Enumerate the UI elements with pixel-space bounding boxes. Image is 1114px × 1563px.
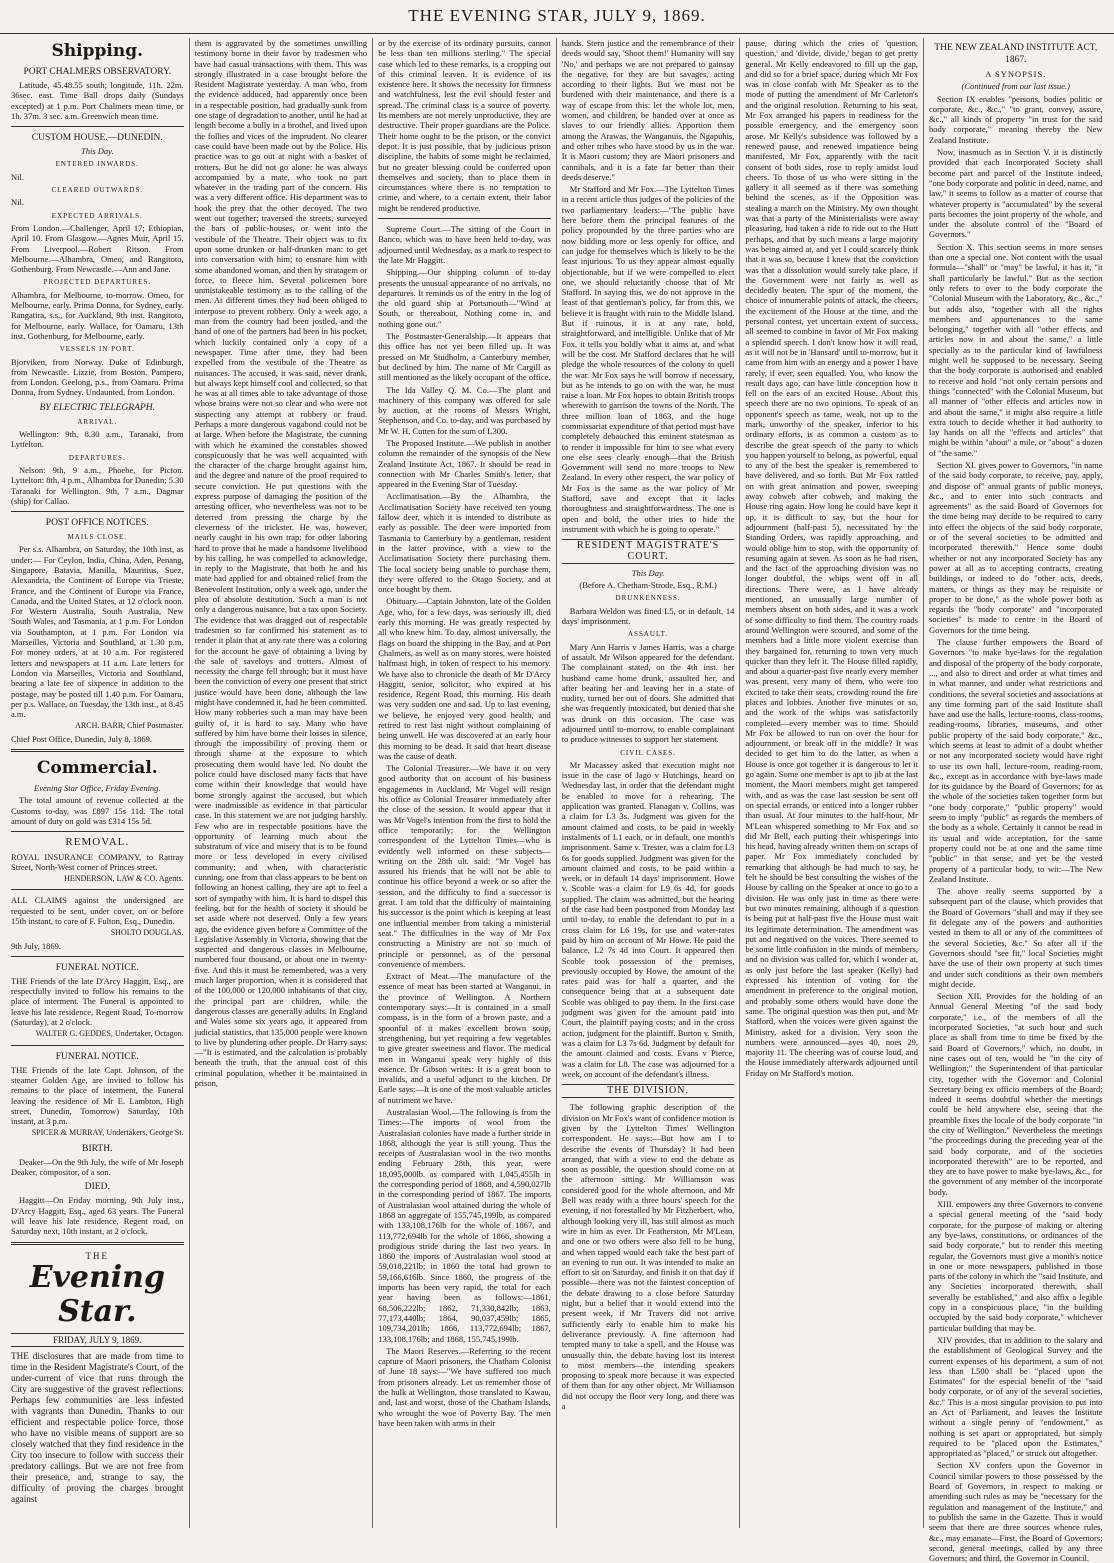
- news-supreme-court: Supreme Court.—The sitting of the Court in Banco, which was to have been held to-day, was adjourned until Wednesday, as a mark to respect to the late Mr Haggitt.: [378, 224, 551, 265]
- assault-text: Mary Ann Harris v James Harris, was a charge of assault. Mr Wilson appeared for the defendant. The complainant stated, on the 4th inst. her husband came home drunk, assaulted her, and after beating her and leaving her in a state of nudity, turned her out of doors. She admitted that she was frequently intoxicated, but denied that she was drunk on this occasion. The case was adjourned until to-morrow, to enable complainant to produce witnesses to support her statement.: [561, 641, 735, 745]
- synopsis-heading: A SYNOPSIS.: [985, 69, 1047, 79]
- news-stafford-fox: Mr Stafford and Mr Fox.—The Lyttelton Times in a recent article thus judges of the policies of the two parliamentary leaders:—"The public have here before them the principal features of the policy propounded by the three parties who are now bidding more or less openly for office, and can judge for themselves which is likely to be the least injurious. To us they appear almost equally objectionable, but if we were compelled to elect one, we should reluctantly choose that of Mr Stafford. In saying this, we do not approve in the least of that gentleman's policy, far from this, we believe it is fraught with ruin to the Middle Island. But if ruinous, it is at any rate, bold, straightforward, and intelligible. Unlike that of Mr Fox, it tells you boldly what it aims at, and what will be the cost. Mr Stafford declares that he will pledge the whole resources of the colony to quell the war. Mr Fox says he will borrow if necessary, but as he intends to go on with the war, he must raise a loan. Mr Fox hopes to obtain British troops wherewith to garrison the towns of the North. The three million loan of 1863, and the huge commissariat expenditure of that period must have completely debauched this eminent statesman as to render it impossible for him to see what every one else sees clearly enough—that the British Government will send no more troops to New Zealand. In every other respect, the war policy of Mr Fox is the same as the war policy of Mr Stafford, save and except that it lacks thoroughness and straightforwardness. The one is open and bold, the other tries to hide the instrument with which he is going to operate.": [561, 184, 735, 534]
- section-ix: Section IX enables "persons, bodies politic or corporate, &c., &c.," "to grant, convey, assure, &c.," all kinds of property "in trust for the said body corporate," meaning thereby the New Zealand Institute.: [928, 93, 1103, 145]
- section-xii: Section XII. Provides for the holding of an Annual General Meeting "of the said body corporate," i.e., of the members of all the incorporated Societies, "at such hour and such place as shall from time to time be fixed by the said Board of Governors," which, no doubt, in nine cases out of ten, would be "in the city of Wellington;" the Superintendent of that particular city, together with the Governor and Colonial Secretary being ex officio members of the Board; indeed it seems doubtful whether the meetings could be held anywhere else, seeing that the preamble fixes the locale of the body corporate "in the city of Wellington." Nevertheless the meetings "the proceedings during the preceding year of the said body corporate, and of the societies incorporated therewith" are to be reported, and they are to have power to make bye-laws, &c., for the government of any member of the incorporate body.: [928, 991, 1103, 1197]
- commercial-sub: Evening Star Office, Friday Evening.: [34, 783, 161, 794]
- section-ix-comment: Now, inasmuch as in Section V. it is distinctly provided that each Incorporated Society shall become part and parcel of the Institute indeed, "one body corporate and politic in deed, name, and law," it seems to follow as a matter of course that whatever property is "accumulated" by the several parts becomes the joint property of the whole, and under the absolute control of the "Board of Governors.": [928, 147, 1103, 240]
- title-the: THE: [85, 1250, 110, 1261]
- divider: [11, 1045, 184, 1046]
- divider: [11, 749, 184, 752]
- drunkenness-heading: DRUNKENNESS.: [615, 594, 681, 603]
- divider: [11, 126, 184, 127]
- section-xi-clause: The clause further empowers the Board of Governors "to make bye-laws for the regulation and disposal of the property of the body corporate, ..., and also to direct and order at what times and in what manner, and under what restrictions and conditions, the several societies and associations at any time forming part of the said Institute shall have and use the halls, lecture-rooms, class-rooms, reading-rooms, libraries, museums, and other public property of the said body corporate," &c., which seems at least to admit of a doubt whether or not any incorporated society would have right to use its own hall, lecture-room, reading-room, &c., except as in accordance with bye-laws made for its guidance by the Board of Governors; for as the whole of the societies taken together form but "one body corporate," "public property" would seem to imply "public" as regards the members of the body as a whole. Certainly it cannot be read in its usual and wide acceptation, for the same property could not be at one and the same time "public" in that sense, and yet be the vested property of a particular body, to wit:—The New Zealand Institute.: [928, 637, 1103, 884]
- birth-text: Deaker—On the 9th July, the wife of Mr Joseph Deaker, compositor, of a son.: [11, 1156, 184, 1178]
- post-sign: ARCH. BARR, Chief Postmaster.: [75, 721, 184, 731]
- departures-text: Nelson: 9th, 9 a.m., Phoebe, for Picton. Lyttelton: 8th, 4 p.m., Alhambra for Dunedin; 5.30 Taranaki for Wellington. 9th, 7 a.m., Dagmar (ship) for Callao.: [11, 464, 184, 506]
- died-text: Haggitt—On Friday morning, 9th July inst., D'Arcy Haggitt, Esq., aged 63 years. The Funeral will leave his late residence, Regent road, on Saturday next, 10th instant, at 2 o'clock.: [11, 1195, 184, 1237]
- news-extract-meat: Extract of Meat.—The manufacture of the essence of meat has been started at Wanganui, in the province of Wellington. A Northern contemporary says:—It is contained in a small compass, is in the form of a brown paste, and a spoonful of it makes excellent brown soup, strengthening, but yet requiring a few vegetables to give greater sweetness and flavor. The medical men in Wanganui speak very highly of this essence. Dr Gibson writes: It is a great boon to invalids, and a useful adjunct to the kitchen. Dr Earle says:—It is one of the most valuable articles of nutriment we have.: [378, 971, 551, 1105]
- leader: [11, 1351, 184, 1505]
- removal-heading: REMOVAL.: [65, 836, 130, 849]
- royal-text: ROYAL INSURANCE COMPANY, to Rattray Street, North-West corner of Princes street.: [11, 851, 184, 872]
- masthead-title: THE EVENING STAR, JULY 9, 1869.: [408, 6, 706, 25]
- news-maori-reserves: The Maori Reserves.—Referring to the recent capture of Maori prisoners, the Chatham Colonist of June 18 says:—"We have suffered too much from prisoners already. Let us remember those of the hulk at Wellington, those translated to Kawau, and, last and worst, those of the Chatham Islands, who wrought the woe of Poverty Bay. The men have been taken with arms in their: [378, 1345, 551, 1428]
- customs-sub: This Day.: [81, 146, 114, 157]
- division-heading: THE DIVISION.: [562, 1084, 735, 1098]
- funeral1-heading: FUNERAL NOTICE.: [55, 962, 139, 973]
- divider: [11, 511, 184, 512]
- section-xiv: XIV provides, that in addition to the salary and the establishment of Geological Survey and the current expenses of his department, a sum of not less than L500 shall be "placed upon the Estimates" for the especial benefit of the "said body corporate, or of any of the several societies, &c." This is a most singular provision to put into an Act of Parliament, and leaves the Institute without a single penny of "endowment," as nothing is set apart or appropriated, but simply required to be "placed upon the Estimates," appropriated as "placed," or struck out altogether.: [928, 1334, 1103, 1459]
- expected-text: From London.—Challenger, April 17; Ethiopian, April 10. From Glasgow.—Agnes Muir, April 15. From Liverpool.—Robert Ritson. From Melbourne.—Alhambra, Omeo, and Rangitoto, Gothenburg. From Newcastle.—Ann and Jane.: [11, 222, 184, 275]
- vessels-heading: VESSELS IN PORT.: [59, 345, 135, 354]
- section-xv: Section XV confers upon the Governor in Council similar powers to those possessed by the Board of Governors, in respect to making or amending such rules as may be "necessary for the regulation and management of the Institute," and to publish the same in the Gazette. Thus it would seem that there are three sources whence rules, &c., may emanate—First, the Board of Governors; second, general meetings, called by any three Governors; and third, the Governor in Council.: [928, 1460, 1103, 1563]
- institute-heading: THE NEW ZEALAND INSTITUTE ACT, 1867.: [934, 43, 1098, 65]
- claims-sign: SHOLTO DOUGLAS.: [110, 928, 184, 938]
- paper-title: [11, 1251, 184, 1329]
- vessels-text: Bjorviken, from Norway. Duke of Edinburgh, from Newcastle. Lizzie, from Boston. Pampero, from London. Geelong, p.s., from Oamaru. Prima Donna, from Sydney. Undaunted, from London.: [11, 356, 184, 398]
- customs-heading: CUSTOM HOUSE.—DUNEDIN.: [31, 133, 163, 144]
- funeral1-sign: WALTER G. GEDDES, Undertaker, Octagon.: [35, 1029, 184, 1039]
- rmc-sub: This Day.: [631, 567, 665, 578]
- section-xiii: XIII. empowers any three Governors to convene a special general meeting of the "said body corporate, for the purpose of making or altering any bye-laws, constitutions, or ordinances of the said body corporate," but to render this meeting regular, the Governors must give a month's notice in one or more newspapers, published in those parts of the colony in which the "said Institute, and any Societies incorporated therewith, shall severally be established," and also affix a legible copy in a conspicuous place, "in the building occupied by the said body corporate," whichever particular building that may be.: [928, 1199, 1103, 1333]
- claims-date: 9th July, 1869.: [11, 940, 61, 951]
- rmc-before: (Before A. Chetham-Strode, Esq., R.M.): [579, 580, 717, 591]
- column-4: [557, 38, 741, 1528]
- divider: [11, 831, 184, 832]
- funeral2-text: THE Friends of the late Capt. Johnson, of the steamer Golden Age, are invited to follow his remains to the place of interment, the Funeral leaving the residence of Mr E. Lambton, High street, Dunedin, Tomorrow) Saturday, 10th instant, at 3 p.m.: [11, 1064, 184, 1127]
- projected-text: Alhambra, for Melbourne, to-morrow. Omeo, for Melbourne, early. Prima Donna, for Sydney, early. Rangatira, s.s., for Auckland, 9th inst. Rangitoto, for Melbourne, early. Wallace, for Oamaru, 13th inst. Gothenburg, for Melbourne, early.: [11, 289, 184, 341]
- column-2: [190, 38, 374, 1528]
- column-1: [6, 38, 190, 1528]
- funeral1-text: THE Friends of the late D'Arcy Haggitt, Esq., are respectfully invited to follow his remains to the place of interment. The Funeral is appointed to leave his late residence, Regent Road, To-morrow (Saturday), at 2 o'clock.: [11, 975, 184, 1028]
- died-heading: DIED.: [84, 1182, 110, 1193]
- expected-heading: EXPECTED ARRIVALS.: [51, 211, 143, 220]
- news-wool: Australasian Wool.—The following is from the Times:—The imports of wool from the Australasian colonies have made a further stride in 1868, although the year is still young. Thus the receipts of Australasian wool in the two months ending February 28th, this year, were 18,095,000lb. as compared with 1,045,455lb in the corresponding period of 1868, and 4,590,027lb in the corresponding period of 1867. The imports of Australasian wool attained during the whole of 1868 an aggregate of 155,745,199lb, as compared with 133,108,176lb for the whole of 1867, and 113,772,694lb for the whole of 1866, showing a prodigious stride during the last two years. In 1860 the imports of Australasian wool stood at 59,018,221lb; in 1860 the total had grown to 59,166,616lb. Since 1860, the progress of the imports has been very rapid, the total for each year having been as follows:—1861, 68,506,222lb; 1862, 71,330,842lb; 1863, 77,173,440lb; 1864, 90,037,459lb; 1865, 109,734,201lb; 1866, 113,772,694lb; 1867, 133,108,176lb; and 1868, 155,745,199lb.: [378, 1106, 551, 1344]
- continued-note: (Continued from our last issue.): [961, 81, 1071, 92]
- news-postmaster: The Postmaster-Generalship.—It appears that this office has not yet been filled up. It was pressed on Mr Studholm, a Canterbury member, but declined by him. The name of Mr Cargill as still mentioned as the likely occupant of the office.: [378, 331, 551, 383]
- leader-text: THE disclosures that are made from time to time in the Resident Magistrate's Court, of the under-current of vice that runs through the City are suggestive of the gravest reflections. Perhaps few communities are less infested with vagrants than Dunedin. Thanks to our efficient and respectable police force, those who have no visible means of support are so closely watched that they find residence in the City too insecure to follow with success their predatory callings. But we are not free from their presence, and, strange to say, the difficulty of proving the charges brought against: [11, 1351, 184, 1505]
- cleared-nil: Nil.: [11, 197, 24, 208]
- column-5: [740, 38, 924, 1528]
- post-office: Chief Post Office, Dunedin, July 8, 1869.: [11, 733, 153, 744]
- section-x: Section X. This section seems in more senses than one a special one. Not content with the usual formula—"shall" or "may" be lawful, it has it, "it shall particularly be lawful." But as the section only refers to over to the body corporate the "Colonial Museum with the Laboratory, &c., &c.," but adds also, "together with all the rights members and appurtenances to the same belonging," together with all "other effects and articles now in and about the same," a little specially as to the particular kind of lawfulness might well be supposed to be necessary. Seeing that the body corporate is authorised and enabled to receive and hold "not only certain persons and things "connected" with the Colonial Museum, but all manner of "other effects and articles now in and about the same," it might also require a little extra touch to decide whether it had authority to lay hands on all the "effects and articles" that might be within "about" a mile, or "about" a dozen of "the same.": [928, 241, 1103, 458]
- departures-heading: DEPARTURES.: [68, 453, 126, 462]
- civil-heading: CIVIL CASES.: [620, 748, 676, 757]
- leader-end: or by the exercise of its ordinary pursuits, cannot be less than ten millions sterling." The special case which led to these remarks, is a cropping out of this criminal leaven. It is evidence of its existence here. It shows the necessity for firmness and watchfulness, lest the evil should fester and spread. The criminal class is a source of poverty. Its members are not merely unproductive, they are destructive. Their proper guardians are the Police. Their home ought to be the prison, or the convict depot. It is just possible, that by judicious prison discipline, the habits of some might be reclaimed, but no greater blessing could be conferred upon themselves and society, than to place them in circumstances where there is no temptation to crime, and where, to a certain extent, their labor might be rendered productive.: [378, 38, 551, 213]
- civil-text: Mr Macassey asked that execution might not issue in the case of Jago v Hutchings, heard on Wednesday last, in order that the defendant might be enabled to move for a rehearing. The application was granted. Flanagan v. Collins, was a claim for L3 3s. Judgment was given for the amount claimed and costs, to be paid in weekly instalments of L1 each, or in default, one month's imprisonment. Same v. Trester, was a claim for L3 6s for goods supplied. Judgment was given for the amount claimed and costs, to be paid within a week, or in default 14 days' imprisonment. Howe v. Scoble was a claim for L9 6s 4d, for goods supplied. The claim was admitted, but the hearing of the case had been postponed from Monday last until to-day, to enable the defendant to put in a cross claim for L6 19s, for use and water-rates paid by him on account of Mr Howe. He paid the balance, L2 7s 4d into Court. It appeared then Scoble took possession of the premises, previously occupied by Howe, the amount of the rates paid was for half a quarter, and the consequence being that at a subsequent date Scoble was obliged to pay them. In the first case judgment was given for the amount paid into Court, the plaintiff paying costs; and in the cross action, judgment for the plaintiff. Burton v. Smith, was a claim for L3 7s 6d. Judgment by default for the amount claimed and costs. Evans v Pierce, was a claim for L8. The case was adjourned for a week, on account of the defendant's illness.: [561, 759, 735, 1079]
- mails-close: MAILS CLOSE.: [67, 533, 128, 542]
- entered-nil: Nil.: [11, 171, 24, 182]
- observatory-text: Latitude, 45.48.55 south; longitude, 11h. 22m. 36sec. east. Time Ball drops daily (Sundays excepted) at 1 p.m. Port Chalmers mean time, or 1h. 37m. 3 sec. a.m. Greenwich mean time.: [11, 80, 184, 121]
- arrival-heading: ARRIVAL.: [77, 417, 118, 426]
- divider: [11, 1242, 184, 1245]
- shipping-heading: Shipping.: [51, 41, 144, 61]
- rmc-heading: RESIDENT MAGISTRATE'S COURT.: [562, 539, 735, 564]
- division-continued: pause, during which the cries of 'question, question,' and 'divide, divide,' began to get pretty general. Mr Kelly endeavored to fill up the gap, and did so for a brief space, during which Mr Fox was in close confab with Mr Speaker as to the mode of putting the amendment of Mr Carleton's and the original resolution. Returning to his seat, Mr Fox arranged his papers in readiness for the possible emergency, and the emergency soon arose. Mr Kelly's subsidence was followed by a renewed pause, and renewed impatience being manifested, Mr Fox, apparently with the tacit consent of both sides, rose to reply amidst loud cheers. To those of us who were sitting in the gallery it all seemed as if there was something behind the scenes, as if the Opposition was stealing a march on the Ministry. My own thought was that a party of the Ministerialists were away pleasuring, had taken a ride to ride out to the Hutt perhaps, and that by such means a large majority was being aimed at, and yet I could scarcely think that it was so, because I knew that the conviction was that a dissolution would surely take place, if the Government were not fairly as well as decidedly beaten. The spur of the moment, the choice of innumerable points of attack, the cheers, the excitement of the House at the time, and the personal contest, yet uncertain extent of success, all seemed to combine in favor of Mr Fox making a splendid speech. I don't know how it will read, as it will not be in 'Hansard' until to-morrow, but it came from him with an energy and a power I have rarely, if ever, seen equalled. You, who know the result days ago, can have little conception how it fell on the ears of an excited House. About this speech there are no two opinions. To speak of an opponent's speech as tame, weak, not up to the mark, unworthy of the speaker, inferior to his ordinary efforts, is as common a custom as to describe the great speech of the party to which you happen yourself to belong, as powerful, equal to any of the best the speaker is remembered to have delivered, and so forth. But Mr Fox rattled on with great animation and power, sweeping away cobweb after cobweb, and making the House ring again. How long he could have kept it up, it is difficult to say, but the hour for adjournment (half-past 5), necessitated by the Standing Orders, was rapidly approaching, and would oblige him to stop, with the opportunity of resuming again at seven. As soon as he had risen, and the fact of the approaching division was no longer doubtful, the whips went off in all directions. There were, as I have already mentioned, an unusually large number of members absent on both sides, and it was a work of some difficulty to find them. The country roads around Wellington were scoured, and some of the members had a little more violent exercise than they bargained for, returning to town very much quicker than they left it. The House filled rapidly, and about a quarter-past five nearly every member was present, very many of them, who were too excited to take their seats, crowding round the fire places and lobbies. Another five minutes or so, and the work of the whips was satisfactorily completed—every member was to time. Should Mr Fox be allowed to run on over the hour for adjournment, or break off in the middle? It was decided to get him to do the latter, as when a House is once got together it is dangerous to let it go again. Some one member is apt to jib at the last moment, the Maori members might get tampered with, and as was the case last session be sent off on special errands, or enticed into a longer rubber than usual. At four minutes to the half-hour, Mr M'Lean whispered something to Mr Fox and so did Mr Bell, each putting their whisperings into his head, having already written them on scraps of paper. Mr Fox immediately concluded by remarking that although he had much to say, he felt he should be best consulting the wishes of the House by calling on the Speaker at once to go to a division. He was only just in time as there were but two minutes remaining, although if a question is being put at half-past five the House must wait its legitimate determination. The amendment was put and negatived on the voices. There seemed to be some little confusion in the minds of members, and no division was called for, which I wonder at, as only just before the last speaker (Kelly) had expressed his intention of voting for the amendment in preference to the original motion, and probably some others would have done the same. The original question was then put, and Mr Stafford, when the voices were given against the Ministry, asked for a division. Very soon the numbers were announced—ayes 40, noes 29, majority 11. The cheering was of course loud, and the House immediately afterwards adjourned until Friday on Mr Stafford's motion.: [745, 38, 918, 1078]
- funeral2-heading: FUNERAL NOTICE.: [55, 1051, 139, 1062]
- newspaper-columns: [6, 38, 1108, 1563]
- claims-text: ALL CLAIMS against the undersigned are requested to be sent, under cover, on or before 15th instant, to care of F. Fulton, Esq., Dunedin.: [11, 895, 184, 926]
- leader-continued: them is aggravated by the sometimes unwilling testimony borne in their favor by tradesmen who have had casual transactions with them. This was strongly illustrated in a case brought before the Resident Magistrate yesterday. A man who, from the evidence adduced, had apparently once been in a respectable position, had gradually sunk from one stage of degradation to another, until he had at length become a bully in a brothel, and lived upon the follies and vices of the imprudent. No clearer case could have been made out by the Police. His practice was to go out at night with a basket of trotters. But he did not go alone: he was always accompanied by a mate, who took no part whatever in the trading part of the concern. His was a very different office. His department was to hook the prey that the other decoyed. The two went out together; traversed the streets, surveyed the bars of public-houses, or went into the vestibule of the Theatre. Their object was to fix upon some drunken or half-drunken man: to get into conversation with him; to ensnare him with some abandoned woman, and then by stratagem or force, to fleece him. Several policemen bore unmistakeable testimony as to the calling of the men. At different times they had been obliged to interpose to prevent robbery. Only a week ago, a man from the country had been jostled, and the hand of one of the partners had been in his pocket, which luckily contained only a copy of a newspaper. Time after time, they had been expelled from the vestibule of the Theatre as nuisances. The accused, it was said, never drank, but always kept himself cool and collected, so that he was at all times able to take advantage of those whose brains were not so clear and who were not suspecting any attempt at robbery or fraud. Perhaps a more dangerous vagabond could not be at large. When before the Magistrate, the cunning with which he examined the constables showed conspicuously that he was well acquainted with the character of the charge brought against him, and the degree and nature of the proof required to secure conviction. He put questions with the express purpose of damaging the position of the arresting officer, who nevertheless was not to be deterred from pressing the charge by the cleverness of the trickster. He was, however, nearly caught in his own trap; for other laboring hard to prove that he made a handsome livelihood by his calling, he was compelled to acknowledge, in reply to the Magistrate, that both he and his mate had applied for and obtained relief from the Benevolent Institution, only a week ago, under the plea of absolute destitution. Such a man is not only a dangerous nuisance, but a tax upon Society. The evidence that was dragged out of respectable tradesmen so far confirmed his statement as to render it plain that at any rate there was a coloring for the account he gave of obtaining a living by the sale of saveloys and trotters. Almost of necessity the charge fell through; but it must have been the conviction of every one present that strict justice would have been done, although the law might have condemned it, had he been committed. How many robberies such a man may have been guilty of, it is hard to say. Many who have suffered by him have borne their losses in silence, through the impossibility of proving them or through shame at the exposure to which prosecuting them would have led. No doubt the police could have disclosed many facts that have come within their knowledge that would have borne strongly against the accused, but which were inadmissible as evidence in that particular case. In this statement we are not judging harshly. Few who are in respectable positions have the opportunity of learning much about the substratum of vice and misery that is to be found more or less developed in every civilised community; and when, with characteristic cunning, one from that class appears to be bent on following an honest calling, they are apt to feel a sort of sympathy with him. It is hard to dispel this feeling, but for the health of society it should be set aside where not deserved. Only a few years ago, the evidence given before a Committee of the Legislative Assembly in Victoria, showing that the suspected and dangerous classes in Melbourne, numbered four thousand, or about one in twenty-five. And this it must be remembered, was a very much larger proportion, when it is considered that of the 100,000 or 120,000 inhabitants of that city, the principal part are children, while the dangerous classes are generally adults. In England and Wales some six years ago, it appeared from judicial statistics, that 135,000 people were known to live by plundering other people. Dr Harry says:—"It is estimated, and the calculation is probably beneath the truth, that the annual cost of this criminal population, whether it be maintained in prison,: [194, 38, 368, 1088]
- division-text: The following graphic description of the division on Mr Fox's want of confidence motion is given by the Lyttelton Times' Wellington correspondent. He says:—But how am I to describe the events of Thursday? It had been arranged, that with a view to end the debate as soon as possible, the question should come on at the afternoon sitting. Mr Williamson was considered good for the whole afternoon, and Mr Bell was ready with a three hours' speech for the evening, if not forestalled by Mr Fitzherbert, who, although looking very ill, has still almost as much wire in him as ever. Dr Featherston, Mr M'Lean, and one or two others were also fell to be hung, and when tapped would each take the best part of an evening to run out. It was intended to make an effort to sit on Saturday, and finish it on that day if possible—there was not the faintest conception of the debate drawing to a close before Saturday night, but a belief that it would extend into the present week, if Mr Travers did not arrive sufficiently early to enable him to make his deliverance previously. A fine afternoon had tempted many to take a spell, and the House was unusually thin, the debate having lost its interest to most members—the intending speakers proposing to speak more because it was expected of them than for any other object. Mr Williamson did not occupy the floor very long, and there was a: [561, 1102, 735, 1411]
- masthead: [0, 0, 1114, 34]
- funeral2-sign: SPICER & MURRAY, Undertakers, George St.: [31, 1128, 184, 1138]
- post-heading: POST OFFICE NOTICES.: [45, 518, 149, 529]
- drunkenness-text: Barbara Weldon was fined L5, or in default, 14 days' imprisonment.: [561, 605, 735, 627]
- post-text: Per s.s. Alhambra, on Saturday, the 10th inst, as under:— For Ceylon, India, China, Aden, Penang, Singapore, Batavia, Manilla, Mauritius, Suez, Alexandria, the Continent of Europe via Trieste, France, and the Continent of Europe via France, Canada, and the United States, at 12 o'clock noon. For Western Australia, South Australia, New South Wales, and Tasmania, at 1 p.m. For London via Southampton, at 1 p.m. For London via Marseilles, Victoria and Southland, at 1.30 p.m. For money orders, at at 10 a.m. For registered letters and newspapers at 11 a.m. Late letters for London via Marseilles, Victoria and Southland, bearing a late fee of sixpence in addition to the postage, may be posted till 1.40 p.m. For Oamaru, per p.s. Wallace, on Tuesday, the 13th inst., at 8.45 a.m.: [11, 544, 184, 720]
- divider: [11, 956, 184, 957]
- section-xi-comment: The above really seems supported by a subsequent part of the clause, which provides that the Board of Governors "shall and may if they see fit delegate any of the powers and authorities vested in them to all or any of the committees of the several Societies, &c." So after all if the Governors should "see fit," local Societies might have the use of their own property at such times and under such conditions as their own members might decide.: [928, 886, 1103, 989]
- assault-heading: ASSAULT.: [628, 630, 669, 639]
- news-ida-valley: The Ida Valley Q. M. Co.—The plant and machinery of this company was offered for sale by auction, at the rooms of Messrs Wright, Stephenson, and Co. to-day, and was purchased by Mr W. H. Cutten for the sum of L300.: [378, 384, 551, 436]
- birth-heading: BIRTH.: [82, 1143, 113, 1154]
- news-acclimatisation: Acclimatisation.—By the Alhambra, the Acclimatisation Society have received ten young fallow deer, which it is intended to distribute as early as possible. The deer were imported from Tasmania to Canterbury by a gentleman, resident in the latter province, with a view to the Acclimatisation Society there purchasing them. The local society being unable to purchase them, they were offered to the Otago Society, and at once bought by them.: [378, 491, 551, 595]
- news-shipping: Shipping.—Our shipping column of to-day presents the unusual appearance of no arrivals, no departures. It reminds us of the entry in the log of the old guard ship at Portsmouth—"Wind at South, or thereabout, Nothing come in, and nothing gone out.": [378, 267, 551, 329]
- commercial-text: The total amount of revenue collected at the Customs to-day, was £897 15s 11d. The total amount of duty on gold was £314 15s 5d.: [11, 795, 184, 826]
- column-6: [924, 38, 1108, 1563]
- section-xi: Section XI. gives power to Governors, "in name of the said body corporate, to receive, pay, apply, and dispose of" annual grants of public moneys, &c., and to enter into such contracts and agreements" as the said Board of Governors for the time being may decide to be required to carry into effect the objects of the said body corporate, or of the several societies to be admitted and incorporated therewith." Hence some doubt whether or not any incorporated Society has any power at all as to accepting contracts, creating buildings, or indeed to do "other acts, deeds, matters, or things as they may be requisite or proper to be done," as the whole power both as regards the "body corporate" and "incorporated societies" is made to centre in the Board of Governors for the time being.: [928, 459, 1103, 635]
- telegraph-heading: BY ELECTRIC TELEGRAPH.: [39, 402, 155, 413]
- title-main: Evening Star.: [29, 1259, 165, 1329]
- divider: [378, 218, 551, 219]
- column-3: [373, 38, 557, 1528]
- news-obituary: Obituary.—Captain Johnston, late of the Golden Age, who, for a few days, was seriously ill, died early this morning. He was greatly respected by all who knew him. To day, almost universally, the flags on board the shipping in the Bay, and at Port Chalmers, as well as on many stores, were hoisted halfmast high, in token of respect to his memory. We have also to chronicle the death of Mr D'Arcy Haggitt, senior, solicitor, who expired at his residence, Regent Road, this morning. His death was very sudden one and sad. Up to last evening, we believe, he enjoyed very good health, and retired to rest last night without complaining of being unwell. He was discovered at an early hour this morning to be dead. It said that heart disease was the cause of death.: [378, 596, 551, 761]
- projected-heading: PROJECTED DEPARTURES.: [43, 278, 152, 287]
- divider: [11, 889, 184, 890]
- commercial-heading: Commercial.: [36, 758, 158, 779]
- royal-sign: HENDERSON, LAW & CO. Agents.: [64, 874, 184, 884]
- cleared-heading: CLEARED OUTWARDS.: [51, 186, 144, 195]
- news-institute: The Proposed Institute.—We publish in another column the remainder of the synopsis of the New Zealand Institute Act, 1867. It should be read in connection with Mr Charles Smith's letter, that appeared in the Evening Star of Tuesday.: [378, 437, 551, 490]
- entered-heading: ENTERED INWARDS.: [55, 160, 139, 169]
- maori-continued: hands. Stern justice and the remembrance of their deeds would say, 'Shoot them!' Humanity will say 'No,' and perhaps we are not prepared to gainsay the negative, for they are but savages, acting according to their lights. But we must not be burdened with their maintenance, and there is a way of escape from this: let the whole lot, men, women, and children, be handed over at once as slaves to our friendly allies. Apportion them among the Arawas, the Wanganuis, the Ngapuhis, and other tribes who have stood by us in the war. It is Maori custom; they are Maori prisoners and cannibals, and it is a fate far better than their deeds deserve.": [561, 38, 735, 182]
- dateline: FRIDAY, JULY 9, 1869.: [11, 1333, 184, 1347]
- arrival-text: Wellington: 9th, 8.30 a.m., Taranaki, from Lyttelton.: [11, 429, 184, 450]
- news-treasurer: The Colonial Treasurer.—We have it on very good authority that on account of his business engagements in Auckland, Mr Vogel will resign his office as Colonial Treasurer immediately after the close of the session. It would appear that it was Mr Vogel's intention from the first to hold the office temporarily; for the Wellington correspondent of the Lyttelton Times—who is evidently well informed on these subjects—writing on the 28th ult. said: "Mr Vogel has assured his friends that he will not be able to continue his office beyond a week or so after the session, and the difficulty to find a successor is great. I am told that the difficulty of maintaining his successor is the point which is keeping at least one influential member from taking a ministerial seat." The difficulties in the way of Mr Fox constructing a Ministry are not so much of principle or personnel, as of the personal convenience of members.: [378, 763, 551, 969]
- observatory-heading: PORT CHALMERS OBSERVATORY.: [23, 67, 172, 77]
